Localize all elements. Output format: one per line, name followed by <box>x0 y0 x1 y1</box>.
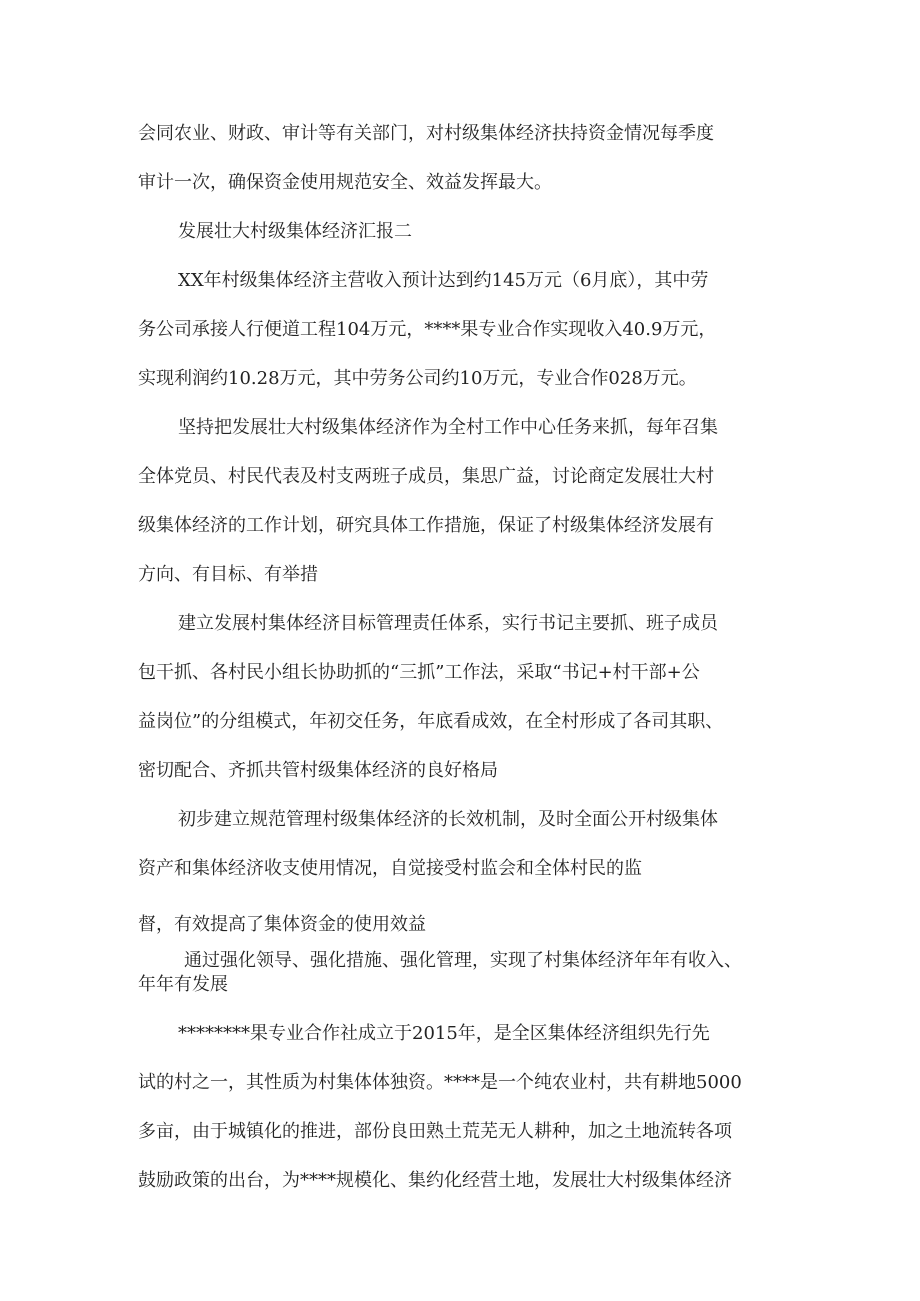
text-line: 资产和集体经济收支使用情况，自觉接受村监会和全体村民的监 <box>138 858 642 879</box>
text-line: 包干抓、各村民小组长协助抓的“三抓”工作法，采取“书记+村干部+公 <box>138 662 700 683</box>
text-line: 初步建立规范管理村级集体经济的长效机制，及时全面公开村级集体 <box>178 809 718 830</box>
text-line: 坚持把发展壮大村级集体经济作为全村工作中心任务来抓，每年召集 <box>178 417 718 438</box>
text-line: 全体党员、村民代表及村支两班子成员，集思广益，讨论商定发展壮大村 <box>138 466 714 487</box>
text-line: 会同农业、财政、审计等有关部门，对村级集体经济扶持资金情况每季度 <box>138 123 714 144</box>
section-heading: 发展壮大村级集体经济汇报二 <box>178 221 412 242</box>
text-line: 方向、有目标、有举措 <box>138 564 318 585</box>
text-line: 级集体经济的工作计划，研究具体工作措施，保证了村级集体经济发展有 <box>138 515 714 536</box>
text-line: 年年有发展 <box>138 974 228 995</box>
text-line: ********果专业合作社成立于2015年，是全区集体经济组织先行先 <box>178 1023 710 1044</box>
text-line: 实现利润约10.28万元，其中劳务公司约10万元，专业合作028万元。 <box>138 368 697 389</box>
text-line: 益岗位”的分组模式，年初交任务，年底看成效，在全村形成了各司其职、 <box>138 711 724 732</box>
text-line: 建立发展村集体经济目标管理责任体系，实行书记主要抓、班子成员 <box>178 613 718 634</box>
text-line: 多亩，由于城镇化的推进，部份良田熟土荒芜无人耕种，加之土地流转各项 <box>138 1121 732 1142</box>
text-line: 鼓励政策的出台，为****规模化、集约化经营土地，发展壮大村级集体经济 <box>138 1170 732 1191</box>
text-line: 密切配合、齐抓共管村级集体经济的良好格局 <box>138 760 498 781</box>
text-line: 务公司承接人行便道工程104万元，****果专业合作实现收入40.9万元， <box>138 319 717 340</box>
text-line: 审计一次，确保资金使用规范安全、效益发挥最大。 <box>138 172 552 193</box>
text-line: 通过强化领导、强化措施、强化管理，实现了村集体经济年年有收入、 <box>184 950 742 971</box>
text-line: 督，有效提高了集体资金的使用效益 <box>138 914 426 935</box>
text-line: 试的村之一，其性质为村集体体独资。****是一个纯农业村，共有耕地5000 <box>138 1072 742 1093</box>
text-line: XX年村级集体经济主营收入预计达到约145万元（6月底），其中劳 <box>178 270 709 291</box>
